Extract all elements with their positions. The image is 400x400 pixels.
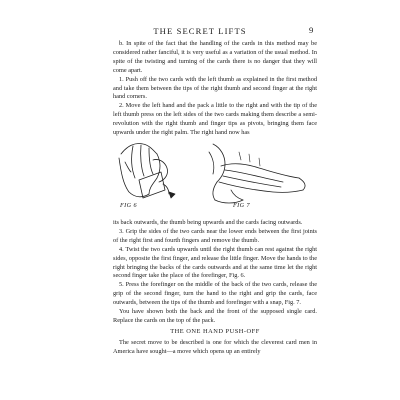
figure-label-6: FIG 6: [120, 202, 137, 209]
figure-label-7: FIG 7: [233, 202, 250, 209]
section-heading: THE ONE HAND PUSH-OFF: [170, 328, 260, 335]
text-block-bottom: [113, 339, 317, 357]
paragraph: 4. Twist the two cards upwards until the right thumb can rest against the right sides, opposite the first finger, and release the little finger. Move the hands to the right bringing the backs of the cards outwards and at the same time let the right second finger take the place of the forefinger, Fig. 6.: [113, 245, 317, 280]
paragraph: b. In spite of the fact that the handling of the cards in this method may be considered rather fanciful, it is very useful as a variation of the usual method. In spite of the twisting and turning of the cards there is no danger that they will come apart.: [113, 40, 317, 74]
paragraph: You have shown both the back and the front of the supposed single card. Replace the cards on the top of the pack.: [113, 308, 317, 324]
paragraph: 3. Grip the sides of the two cards near the lower ends between the first joints of the right first and fourth fingers and remove the thumb.: [113, 227, 317, 244]
paragraph: 2. Move the left hand and the pack a little to the right and with the tip of the left thumb press on the left sides of the two cards making them describe a semi-revolution with the right thumb and finger tips as pivots, bringing them face upwards under the right palm. The right hand now has: [113, 102, 317, 137]
paragraph: 1. Push off the two cards with the left thumb as explained in the first method and take them between the tips of the right thumb and second finger at the right hand corners.: [113, 75, 317, 101]
page-number: 9: [309, 25, 314, 35]
text-block-middle: [113, 219, 317, 326]
paragraph: The secret move to be described is one for which the cleverest card men in America have sought—a move which opens up an entirely: [113, 339, 317, 355]
figure-illustration: [113, 132, 317, 218]
running-head: THE SECRET LIFTS: [153, 26, 247, 36]
paragraph: its back outwards, the thumb being upwards and the cards facing outwards.: [113, 219, 303, 226]
hand-illustration: [113, 132, 317, 218]
text-block-top: [113, 40, 317, 138]
paragraph: 5. Press the forefinger on the middle of the back of the two cards, release the grip of the second finger, turn the hand to the right and grip the cards, face outwards, between the tips of the thumb and forefinger with a snap, Fig. 7.: [113, 281, 317, 307]
